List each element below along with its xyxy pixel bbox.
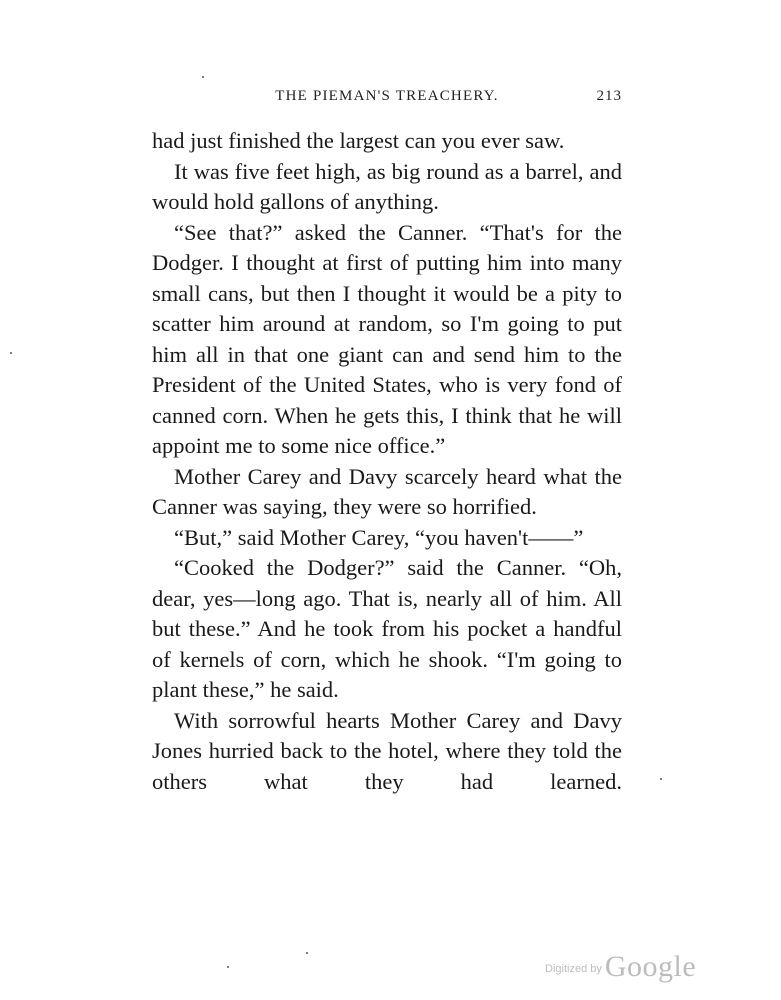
scan-speck: [306, 952, 308, 954]
page-header: [152, 88, 622, 112]
body-text: [152, 126, 622, 797]
paragraph-3: “See that?” asked the Canner. “That's for the Dodger. I thought at first of putting him into many small cans, but then I thought it would be a pity to scatter him around at random, so I'm going to put him all in that one giant can and send him to the President of the United States, who is very fond of canned corn. When he gets this, I think that he will appoint me to some nice office.”: [152, 219, 622, 458]
scan-speck: [202, 76, 204, 78]
scan-speck: [227, 966, 229, 968]
scan-speck: [10, 352, 12, 354]
paragraph-1: had just finished the largest can you ever saw.: [152, 128, 565, 153]
watermark-prefix: Digitized by: [545, 963, 602, 975]
digitized-watermark: [545, 950, 696, 990]
google-logo: Google: [604, 950, 697, 983]
running-head: THE PIEMAN'S TREACHERY.: [275, 88, 499, 104]
paragraph-6: “Cooked the Dodger?” said the Canner. “Oh, dear, yes—long ago. That is, nearly all of him. All but these.” And he took from his pocket a handful of kernels of corn, which he shook. “I'm going to plant these,” he said.: [152, 555, 622, 702]
paragraph-4: Mother Carey and Davy scarcely heard what the Canner was saying, they were so horrified.: [152, 463, 622, 519]
paragraph-5: “But,” said Mother Carey, “you haven't——”: [174, 524, 584, 550]
paragraph-2: It was five feet high, as big round as a barrel, and would hold gallons of anything.: [152, 158, 622, 214]
scan-speck: [660, 778, 662, 780]
page-number: 213: [596, 88, 622, 104]
paragraph-7: With sorrowful hearts Mother Carey and Davy Jones hurried back to the hotel, where they told the others what they had learned.: [152, 707, 622, 794]
